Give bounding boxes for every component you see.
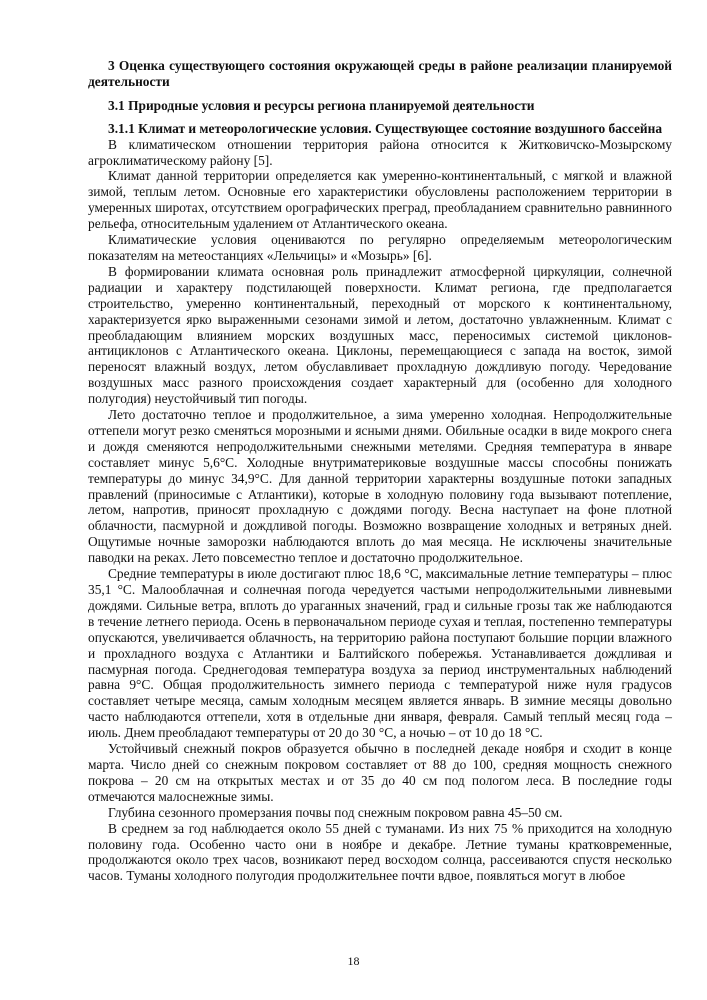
paragraph-weather-stations: Климатические условия оцениваются по регулярно определяемым метеорологическим показателям на метеостанциях «Лельчицы» и «Мозырь» [6]. [88, 232, 672, 263]
paragraph-agroclimatic-region: В климатическом отношении территория района относится к Житковичско-Мозырскому агроклиматическому району [5]. [88, 136, 672, 168]
subsection-heading: 3.1 Природные условия и ресурсы региона планируемой деятельности [108, 97, 535, 113]
paragraph-seasons: Лето достаточно теплое и продолжительное, а зима умеренно холодная. Непродолжительные оттепели могут резко сменяться морозными и ясными днями. Обильные осадки в виде мокрого снега и дождя сменяются непродолжительными снежными метелями. Средняя температура в январе составляет минус 5,6°С. Холодные внутриматериковые воздушные массы способны понижать температуры до минус 34,9°С. Для данной территории характерны воздушные потоки западных правлений (приносимые с Атлантики), которые в холодную половину года вызывают потепление, летом, напротив, приносят прохладную с дождями погоду. Весна наступает на фоне плотной облачности, пасмурной и дождливой погоды. Возможно возвращение холодных и ветряных дней. Ощутимые ночные заморозки наблюдаются вплоть до мая месяца. Не исключены значительные паводки на реках. Лето повсеместно теплое и достаточно продолжительное. [88, 407, 672, 566]
section-heading: 3 Оценка существующего состояния окружающей среды в районе реализации планируемой деятельности [88, 58, 672, 89]
page-number: 18 [347, 954, 360, 968]
paragraph-soil-freezing: Глубина сезонного промерзания почвы под снежным покровом равна 45–50 см. [108, 804, 563, 820]
paragraph-snow-cover: Устойчивый снежный покров образуется обычно в последней декаде ноября и сходит в конце марта. Число дней со снежным покровом составляет от 88 до 100, средняя мощность снежного покрова – 20 см на открытых местах и от 35 до 40 см под пологом леса. В последние годы отмечаются малоснежные зимы. [88, 741, 672, 804]
paragraph-fogs: В среднем за год наблюдается около 55 дней с туманами. Из них 75 % приходится на холодную половину года. Особенно часто они в ноябре и декабре. Летние туманы кратковременные, продолжаются около трех часов, возникают перед восходом солнца, рассеиваются спустя несколько часов. Туманы холодного полугодия продолжительнее почти вдвое, появляться могут в любое [88, 820, 672, 884]
document-body [88, 58, 672, 884]
paragraph-atmospheric-circulation: В формировании климата основная роль принадлежит атмосферной циркуляции, солнечной радиации и характеру подстилающей поверхности. Климат региона, где предполагается строительство, умеренно континентальный, переходный от морского к континентальному, характеризуется ярко выраженными сезонами зимой и летом, достаточно увлажненным. Климат с преобладающим влиянием морских воздушных масс, переносимых системой циклонов-антициклонов с Атлантического океана. Циклоны, перемещающиеся с запада на восток, зимой переносят влажный воздух, летом обуславливает прохладную дождливую погоду. Чередование воздушных масс разного происхождения создает характерный для (особенно для холодного полугодия) неустойчивый тип погоды. [88, 263, 672, 407]
paragraph-temperatures: Средние температуры в июле достигают плюс 18,6 °С, максимальные летние температуры – плюс 35,1 °С. Малооблачная и солнечная погода чередуется частыми непродолжительными ливневыми дождями. Сильные ветра, вплоть до ураганных значений, град и сильные грозы так же наблюдаются в течение летнего периода. Осень в первоначальном периоде сухая и теплая, постепенно температуры опускаются, увеличивается облачность, на территорию района поступают большие порции влажного и прохладного воздуха с Атлантики и Балтийского побережья. Устанавливается дождливая и пасмурная погода. Среднегодовая температура воздуха за период инструментальных наблюдений равна 9°С. Общая продолжительность зимнего периода с температурой ниже нуля градусов составляет четыре месяца, самым холодным месяцем является январь. В зимние месяцы довольно часто наблюдаются оттепели, хотя в отдельные дни января, февраля. Самый теплый месяц года – июль. Днем преобладают температуры от 20 до 30 °С, а ночью – от 10 до 18 °С. [88, 566, 672, 741]
subsubsection-heading: 3.1.1 Климат и метеорологические условия. Существующее состояние воздушного бассейна [108, 120, 663, 136]
paragraph-climate-type: Климат данной территории определяется как умеренно-континентальный, с мягкой и влажной зимой, теплым летом. Основные его характеристики обусловлены расположением территории в умеренных широтах, отсутствием орографических преград, преобладанием сравнительно равнинного рельефа, относительным удалением от Атлантического океана. [88, 168, 672, 232]
